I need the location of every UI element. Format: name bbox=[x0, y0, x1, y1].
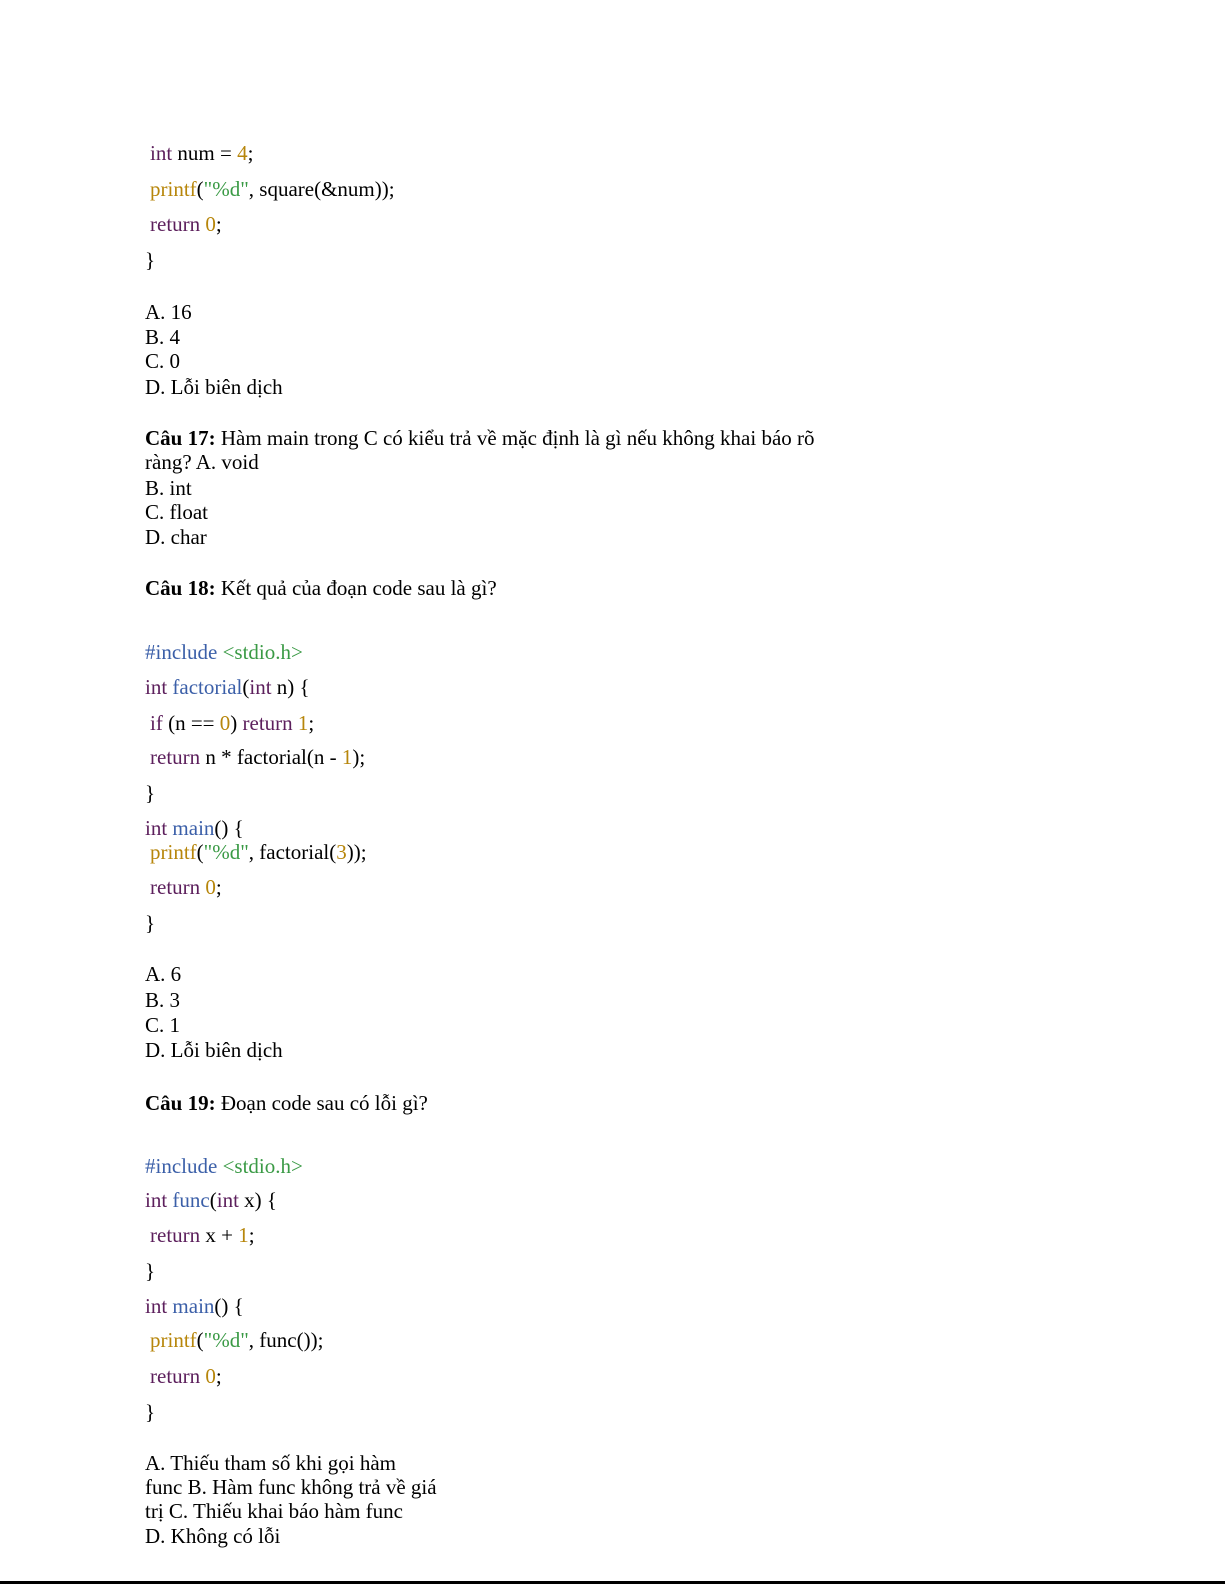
answer-option: B. 4 bbox=[145, 325, 181, 349]
answer-option: A. Thiếu tham số khi gọi hàm bbox=[145, 1451, 397, 1475]
question-label: Câu 17: bbox=[145, 426, 216, 450]
answer-option: C. 0 bbox=[145, 349, 181, 373]
code-line: } bbox=[145, 781, 156, 805]
code-line: } bbox=[145, 248, 156, 272]
answer-option: B. int bbox=[145, 476, 192, 500]
answer-option: B. 3 bbox=[145, 988, 181, 1012]
answer-option: D. char bbox=[145, 525, 207, 549]
code-line: #include <stdio.h> bbox=[145, 640, 303, 664]
question-label: Câu 18: bbox=[145, 576, 216, 600]
code-line: return 0; bbox=[150, 1364, 222, 1388]
question-label: Câu 19: bbox=[145, 1091, 216, 1115]
answer-option: C. 1 bbox=[145, 1013, 181, 1037]
code-line: } bbox=[145, 1400, 156, 1424]
answer-option: D. Lỗi biên dịch bbox=[145, 375, 283, 399]
answer-option: D. Lỗi biên dịch bbox=[145, 1038, 283, 1062]
code-line: int main() { bbox=[145, 1294, 244, 1318]
code-line: int main() { bbox=[145, 816, 244, 840]
code-line: return n * factorial(n - 1); bbox=[150, 745, 366, 769]
code-line: return 0; bbox=[150, 875, 222, 899]
code-line: printf("%d", func()); bbox=[150, 1328, 324, 1352]
code-line: printf("%d", factorial(3)); bbox=[150, 840, 367, 864]
code-line: #include <stdio.h> bbox=[145, 1154, 303, 1178]
question-18: Câu 18: Kết quả của đoạn code sau là gì? bbox=[145, 576, 497, 600]
answer-option: A. 6 bbox=[145, 962, 182, 986]
code-line: } bbox=[145, 911, 156, 935]
code-line: if (n == 0) return 1; bbox=[150, 711, 315, 735]
question-19: Câu 19: Đoạn code sau có lỗi gì? bbox=[145, 1091, 428, 1115]
answer-option: D. Không có lỗi bbox=[145, 1524, 281, 1548]
code-line: int func(int x) { bbox=[145, 1188, 277, 1212]
code-line: } bbox=[145, 1259, 156, 1283]
code-line: printf("%d", square(&num)); bbox=[150, 177, 395, 201]
question-17: Câu 17: Hàm main trong C có kiểu trả về mặc định là gì nếu không khai báo rõ bbox=[145, 426, 815, 450]
question-17-continued: ràng? A. void bbox=[145, 450, 259, 474]
answer-option: C. float bbox=[145, 500, 208, 524]
answer-option: A. 16 bbox=[145, 300, 192, 324]
page-bottom-rule bbox=[0, 1581, 1225, 1584]
answer-option: trị C. Thiếu khai báo hàm func bbox=[145, 1499, 403, 1523]
code-line: return 0; bbox=[150, 212, 222, 236]
answer-option: func B. Hàm func không trả về giá bbox=[145, 1475, 437, 1499]
code-line: int factorial(int n) { bbox=[145, 675, 310, 699]
code-line: int num = 4; bbox=[150, 141, 254, 165]
code-line: return x + 1; bbox=[150, 1223, 255, 1247]
